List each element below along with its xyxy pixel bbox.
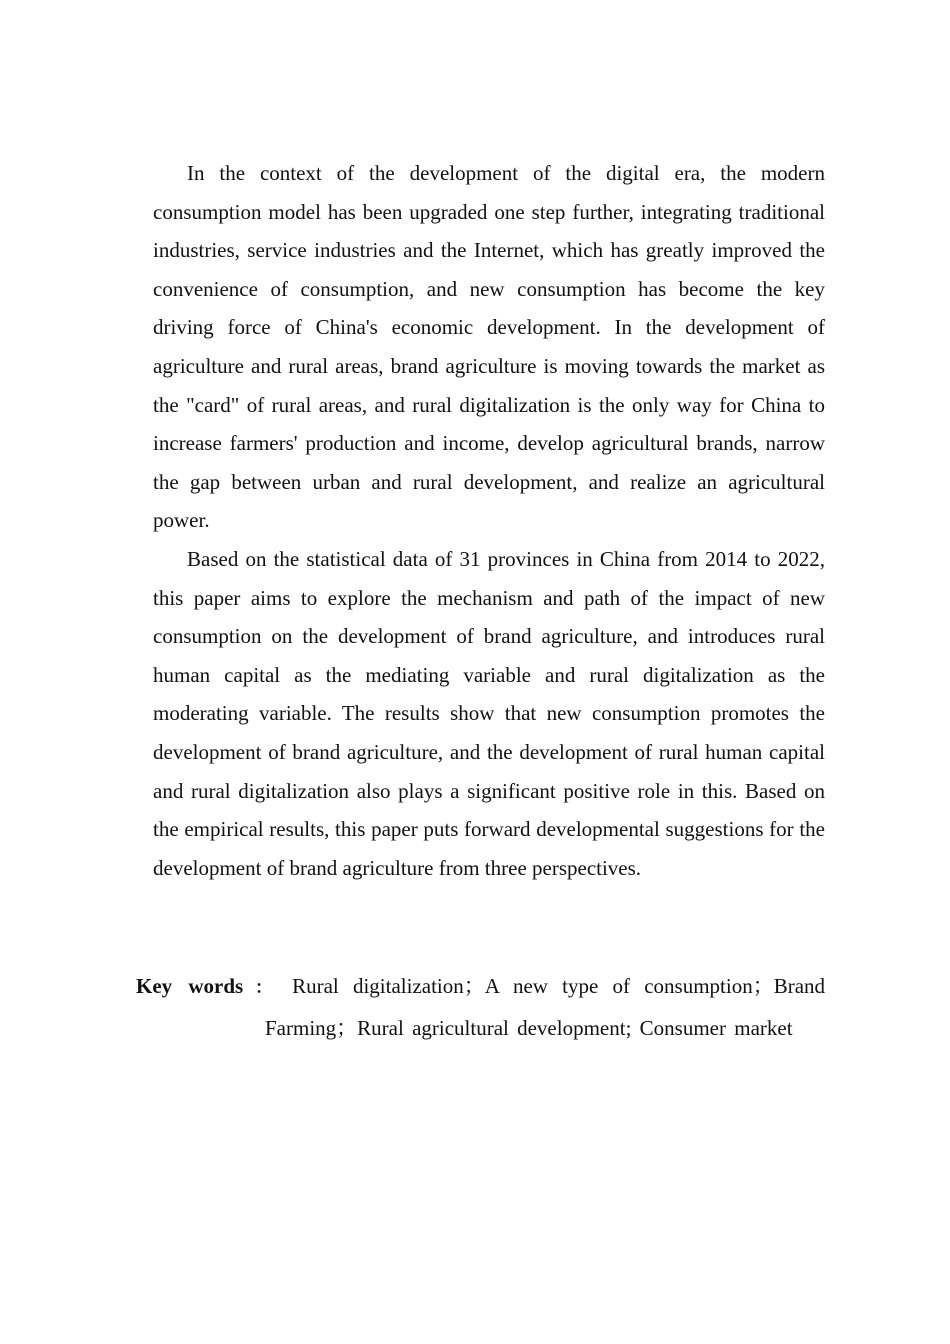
abstract-paragraph-1: In the context of the development of the digital era, the modern consumption model has been upgraded one step further, integrating traditional industries, service industries and the Internet, which has greatly improved the convenience of consumption, and new consumption has become the key driving force of China's economic development. In the development of agriculture and rural areas, brand agriculture is moving towards the market as the "card" of rural areas, and rural digitalization is the only way for China to increase farmers' production and income, develop agricultural brands, narrow the gap between urban and rural development, and realize an agricultural power. (153, 161, 825, 533)
keywords-label: Key words (136, 974, 244, 998)
abstract-paragraph-2: Based on the statistical data of 31 provinces in China from 2014 to 2022, this paper aims to explore the mechanism and path of the impact of new consumption on the development of brand agriculture, and introduces rural human capital as the mediating variable and rural digitalization as the moderating variable. The results show that new consumption promotes the development of brand agriculture, and the development of rural human capital and rural digitalization also plays a significant positive role in this. Based on the empirical results, this paper puts forward developmental suggestions for the development of brand agriculture from three perspectives. (153, 546, 825, 880)
keywords-colon: ： (249, 978, 279, 997)
keywords-section (136, 966, 825, 1048)
keywords-list: Rural digitalization；A new type of consumption；Brand Farming；Rural agricultural development; Consumer market (265, 974, 826, 1040)
abstract-section (153, 154, 825, 887)
